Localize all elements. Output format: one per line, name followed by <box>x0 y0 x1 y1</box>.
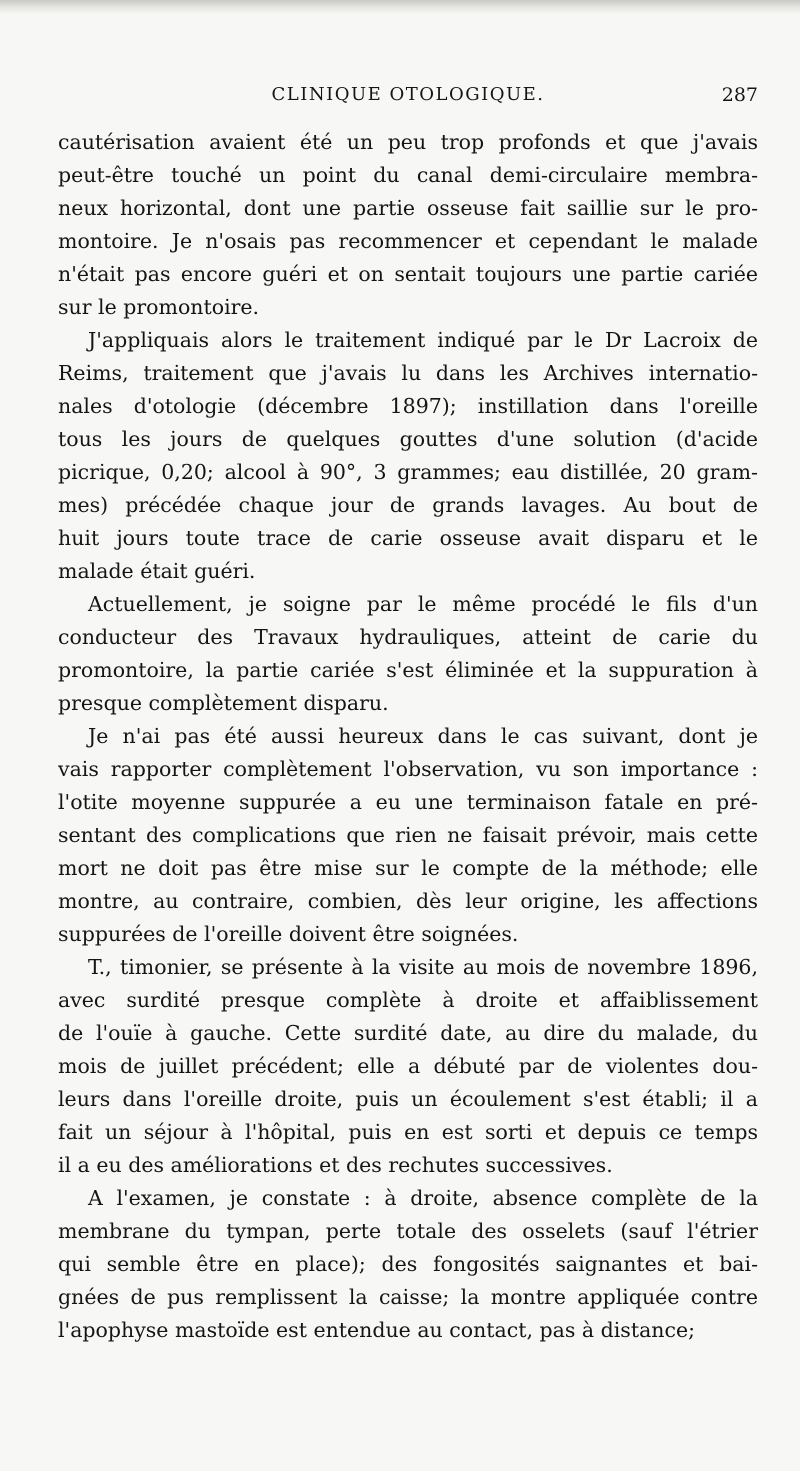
text-line: nales d'otologie (décembre 1897); instillation dans l'oreille <box>58 394 758 418</box>
text-line: Je n'ai pas été aussi heureux dans le cas suivant, dont je <box>88 724 758 748</box>
text-line: mort ne doit pas être mise sur le compte de la méthode; elle <box>58 856 758 880</box>
body-text <box>58 126 758 1347</box>
text-line: neux horizontal, dont une partie osseuse fait saillie sur le pro- <box>58 196 758 220</box>
text-line: malade était guéri. <box>58 559 256 583</box>
paragraph <box>58 588 758 720</box>
text-line: huit jours toute trace de carie osseuse avait disparu et le <box>58 526 758 550</box>
paragraph <box>58 1182 758 1347</box>
text-line: membrane du tympan, perte totale des osselets (sauf l'étrier <box>58 1219 758 1243</box>
text-line: conducteur des Travaux hydrauliques, atteint de carie du <box>58 625 758 649</box>
paragraph <box>58 720 758 951</box>
text-line: avec surdité presque complète à droite et affaiblissement <box>58 988 758 1012</box>
scan-top-edge <box>0 0 800 14</box>
text-line: mois de juillet précédent; elle a débuté par de violentes dou- <box>58 1054 758 1078</box>
text-line: suppurées de l'oreille doivent être soignées. <box>58 922 519 946</box>
text-line: l'otite moyenne suppurée a eu une terminaison fatale en pré- <box>58 790 758 814</box>
text-line: gnées de pus remplissent la caisse; la montre appliquée contre <box>58 1285 758 1309</box>
text-line: n'était pas encore guéri et on sentait toujours une partie cariée <box>58 262 758 286</box>
text-line: sentant des complications que rien ne faisait prévoir, mais cette <box>58 823 758 847</box>
text-line: montre, au contraire, combien, dès leur origine, les affections <box>58 889 758 913</box>
text-line: presque complètement disparu. <box>58 691 389 715</box>
running-title: CLINIQUE OTOLOGIQUE. <box>271 84 545 105</box>
paragraph <box>58 324 758 588</box>
page-header <box>58 84 758 114</box>
text-line: cautérisation avaient été un peu trop profonds et que j'avais <box>58 130 758 154</box>
text-line: J'appliquais alors le traitement indiqué par le Dr Lacroix de <box>88 328 758 352</box>
text-line: fait un séjour à l'hôpital, puis en est sorti et depuis ce temps <box>58 1120 758 1144</box>
text-line: sur le promontoire. <box>58 295 260 319</box>
text-line: tous les jours de quelques gouttes d'une solution (d'acide <box>58 427 758 451</box>
text-line: montoire. Je n'osais pas recommencer et cependant le malade <box>58 229 758 253</box>
text-line: T., timonier, se présente à la visite au mois de novembre 1896, <box>88 955 758 979</box>
text-line: il a eu des améliorations et des rechutes successives. <box>58 1153 613 1177</box>
text-line: picrique, 0,20; alcool à 90°, 3 grammes; eau distillée, 20 gram- <box>58 460 758 484</box>
paragraph <box>58 951 758 1182</box>
text-line: Actuellement, je soigne par le même procédé le fils d'un <box>88 592 758 616</box>
text-line: vais rapporter complètement l'observation, vu son importance : <box>58 757 758 781</box>
text-line: A l'examen, je constate : à droite, absence complète de la <box>88 1186 758 1210</box>
text-line: Reims, traitement que j'avais lu dans les Archives internatio- <box>58 361 758 385</box>
text-line: l'apophyse mastoïde est entendue au contact, pas à distance; <box>58 1318 696 1342</box>
text-line: de l'ouïe à gauche. Cette surdité date, au dire du malade, du <box>58 1021 758 1045</box>
text-line: leurs dans l'oreille droite, puis un écoulement s'est établi; il a <box>58 1087 758 1111</box>
text-line: promontoire, la partie cariée s'est éliminée et la suppuration à <box>58 658 758 682</box>
text-line: qui semble être en place); des fongosités saignantes et bai- <box>58 1252 758 1276</box>
page-number: 287 <box>721 84 758 106</box>
paragraph <box>58 126 758 324</box>
text-line: peut-être touché un point du canal demi-circulaire membra- <box>58 163 758 187</box>
text-line: mes) précédée chaque jour de grands lavages. Au bout de <box>58 493 758 517</box>
